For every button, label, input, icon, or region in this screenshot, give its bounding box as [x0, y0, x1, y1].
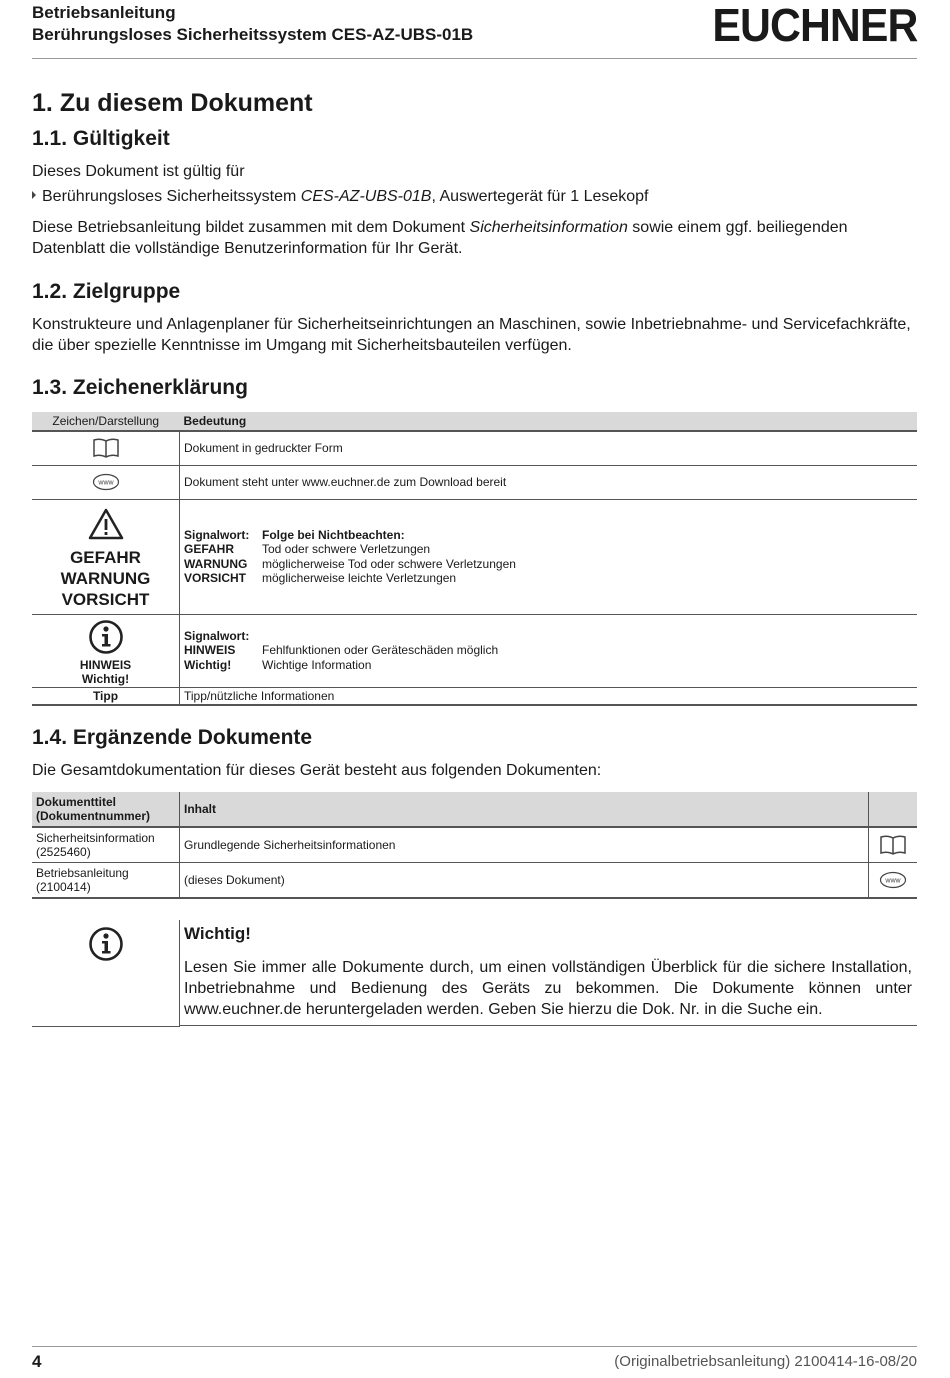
signal-header-row — [184, 528, 913, 543]
symbol-cell — [32, 614, 180, 687]
tip-symbol-cell: Tipp — [32, 687, 180, 705]
meaning-cell — [180, 614, 918, 687]
section-title: Zielgruppe — [72, 280, 181, 303]
signal-key: Signalwort: — [184, 527, 250, 542]
signal-word-wichtig: Wichtig! — [81, 671, 130, 686]
section-1-4-heading — [32, 725, 312, 751]
column-header: Bedeutung — [180, 412, 918, 431]
signal-row — [184, 571, 913, 586]
document-title: Sicherheitsinformation — [36, 831, 155, 845]
target-group-text: Konstrukteure und Anlagenplaner für Sicherheitseinrichtungen an Maschinen, sowie Inbetriebnahme- und Servicefachkräfte, die über spezielle Kenntnisse im Umgang mit Sicherheitsbauteilen verfügen. — [32, 316, 911, 354]
section-1-2-heading — [32, 279, 180, 305]
symbol-cell — [32, 431, 180, 465]
symbol-legend-table — [32, 412, 917, 706]
column-header-line: (Dokumentnummer) — [36, 809, 151, 823]
column-header-icon — [869, 792, 918, 827]
section-number: 1.2. — [32, 280, 68, 303]
signal-value: möglicherweise leichte Verletzungen — [262, 571, 457, 585]
note-divider — [179, 1025, 917, 1026]
symbol-cell — [32, 499, 180, 614]
document-icon-cell — [869, 863, 918, 899]
signal-value: möglicherweise Tod oder schwere Verletzungen — [262, 556, 516, 571]
section-number: 1. — [32, 89, 53, 117]
validity-paragraph — [32, 217, 918, 259]
document-name: Sicherheitsinformation — [469, 219, 628, 236]
signal-value: Tod oder schwere Verletzungen — [262, 542, 431, 556]
header-rule — [32, 58, 917, 59]
header-title: Betriebsanleitung — [32, 3, 176, 22]
section-number: 1.4. — [32, 726, 68, 749]
www-glyph: www — [97, 479, 114, 487]
warning-triangle-icon — [87, 507, 125, 541]
www-glyph: www — [885, 877, 901, 885]
book-icon — [92, 437, 120, 459]
www-icon — [879, 871, 907, 889]
paragraph-text: Diese Betriebsanleitung bildet zusammen mit dem Dokument — [32, 219, 470, 236]
section-1-3-heading — [32, 375, 248, 401]
euchner-logo: EUCHNER — [711, 0, 917, 51]
signal-key: HINWEIS — [184, 643, 236, 657]
document-title: Betriebsanleitung — [36, 866, 129, 880]
meaning-cell: Tipp/nützliche Informationen — [180, 687, 918, 705]
bullet-text-end: , Auswertegerät für 1 Lesekopf — [431, 188, 649, 205]
signal-key: Wichtig! — [184, 657, 232, 672]
section-title: Zeichenerklärung — [72, 376, 248, 399]
column-header: Zeichen/Darstellung — [32, 412, 180, 431]
info-icon — [88, 926, 124, 962]
section-number: 1.1. — [32, 127, 68, 150]
signal-row — [184, 557, 913, 572]
signal-key: VORSICHT — [184, 571, 247, 585]
signal-key: GEFAHR — [184, 542, 235, 556]
section-number: 1.3. — [32, 376, 68, 399]
document-icon-cell — [869, 827, 918, 863]
signal-row — [184, 542, 913, 557]
signal-row — [184, 643, 913, 658]
column-header: Inhalt — [180, 792, 869, 827]
book-icon — [879, 834, 907, 856]
note-title: Wichtig! — [184, 924, 251, 943]
page-number: 4 — [32, 1352, 42, 1371]
signal-key: WARNUNG — [184, 556, 248, 571]
document-title-cell — [32, 863, 180, 899]
validity-intro: Dieses Dokument ist gültig für — [32, 163, 245, 180]
signal-word-gefahr: GEFAHR — [70, 548, 141, 567]
signal-key: Signalwort: — [184, 628, 250, 643]
section-1-heading — [32, 88, 313, 118]
www-icon — [92, 473, 120, 491]
meaning-cell: Dokument in gedruckter Form — [180, 431, 918, 465]
document-number: (2100414) — [36, 880, 91, 894]
signal-word-hinweis: HINWEIS — [79, 657, 132, 672]
document-content-cell: Grundlegende Sicherheitsinformationen — [180, 827, 869, 863]
signal-header-row — [184, 629, 913, 644]
section-title: Ergänzende Dokumente — [72, 726, 313, 749]
documents-intro: Die Gesamtdokumentation für dieses Gerät besteht aus folgenden Dokumenten: — [32, 762, 602, 779]
section-title: Zu diesem Dokument — [59, 89, 313, 117]
column-header-line: Dokumenttitel — [36, 795, 117, 809]
paragraph-text-end: sowie einem ggf. beiliegenden Datenblatt die vollständige Benutzerinformation für Ihr Gerät. — [32, 219, 848, 257]
signal-word-warnung: WARNUNG — [60, 569, 151, 588]
meaning-cell — [180, 499, 918, 614]
note-text: Lesen Sie immer alle Dokumente durch, um einen vollständigen Überblick für die sichere Installation, Inbetriebnahme und Bedienung des Geräts zu bekommen. Die Dokumente können unter www.euchner.de heruntergeladen werden. Geben Sie hierzu die Dok. Nr. in die Suche ein. — [184, 959, 912, 1018]
document-title-cell — [32, 827, 180, 863]
document-number: (2525460) — [36, 845, 91, 859]
signal-word-vorsicht: VORSICHT — [61, 590, 150, 609]
signal-value: Folge bei Nichtbeachten: — [262, 527, 405, 542]
bullet-text: Berührungsloses Sicherheitssystem — [42, 188, 301, 205]
section-1-1-heading — [32, 126, 170, 152]
signal-value: Fehlfunktionen oder Geräteschäden möglich — [262, 643, 499, 657]
document-reference: (Originalbetriebsanleitung) 2100414-16-08/20 — [614, 1353, 917, 1370]
meaning-cell: Dokument steht unter www.euchner.de zum Download bereit — [180, 465, 918, 499]
signal-value: Wichtige Information — [262, 657, 372, 672]
section-title: Gültigkeit — [72, 127, 170, 150]
product-code: CES-AZ-UBS-01B — [300, 188, 432, 205]
info-icon — [88, 619, 124, 655]
column-header — [32, 792, 180, 827]
footer-rule — [32, 1346, 917, 1347]
header-subtitle: Berührungsloses Sicherheitssystem CES-AZ-UBS-01B — [32, 25, 474, 44]
note-icon-cell — [32, 920, 180, 1027]
validity-bullet — [32, 186, 649, 207]
important-note — [32, 920, 917, 1026]
symbol-cell — [32, 465, 180, 499]
document-content-cell: (dieses Dokument) — [180, 863, 869, 899]
documents-table — [32, 792, 917, 899]
signal-row — [184, 658, 913, 673]
